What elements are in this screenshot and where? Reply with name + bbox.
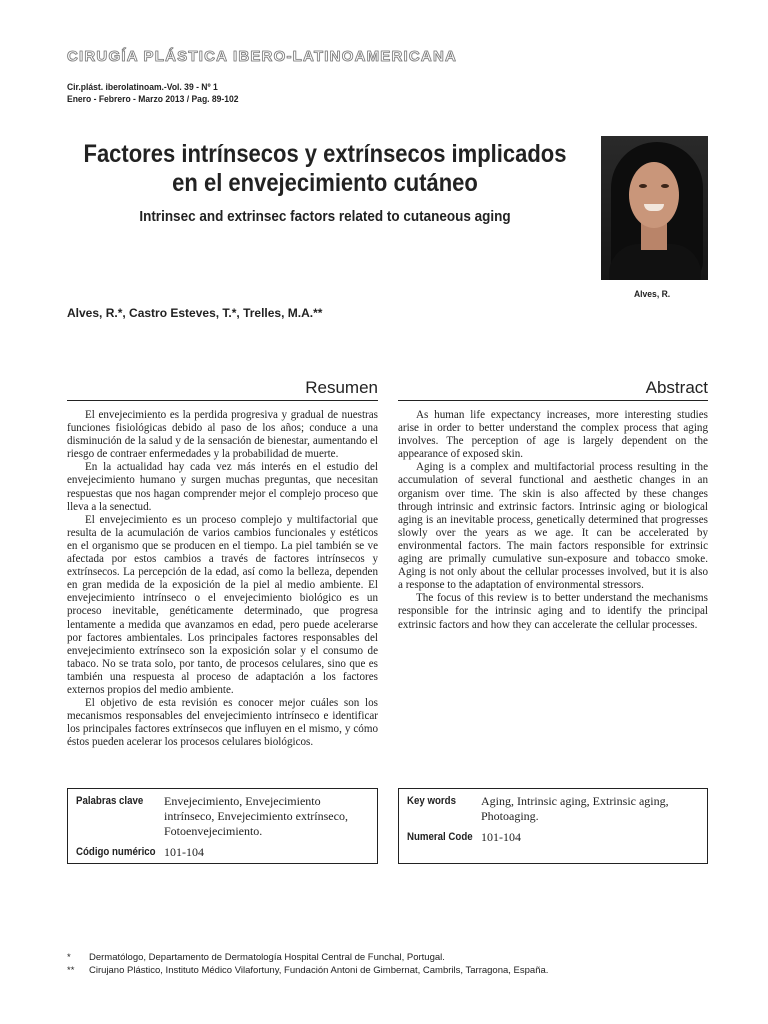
journal-title: CIRUGÍA PLÁSTICA IBERO-LATINOAMERICANA: [67, 48, 458, 65]
paragraph: El envejecimiento es un proceso complejo y multifactorial que resulta de la acumulación de varios cambios funcionales y estéticos en el organismo que se producen en el tiempo. La piel también se ve afectada por estos cambios a través de factores intrínsecos y extrínsecos. La percepción de la edad, así como la belleza, dependen en gran medida de la exposición de la piel al medio ambiente. El envejecimiento intrínseco o el envejecimiento biológico es un proceso inevitable, genéticamente determinado, que progresa lentamente a medida que avanzamos en edad, pero puede acelerarse por factores ambientales. Los principales factores responsables del envejecimiento extrínseco son la exposición solar y el consumo de tabaco. No se trata solo, por tanto, de procesos celulares, sino que es también una respuesta al proceso de adaptación a los factores externos propios del medio ambiente.: [67, 513, 378, 696]
article-title-spanish: [74, 140, 576, 198]
article-title-english: Intrinsec and extrinsec factors related to cutaneous aging: [139, 208, 511, 225]
footnote: [67, 965, 707, 978]
keywords-box-spanish: [67, 788, 378, 864]
keywords-label: Key words: [407, 795, 456, 807]
footnote-mark: *: [67, 952, 71, 963]
keywords-value: Envejecimiento, Envejecimiento intrínseco, Envejecimiento extrínseco, Fotoenvejecimiento.: [164, 794, 348, 838]
resumen-heading: Resumen: [67, 378, 378, 401]
paragraph: As human life expectancy increases, more interesting studies arise in order to better understand the complex process that aging involves. The perception of age is largely dependent on the appearance of exposed skin.: [398, 409, 708, 461]
code-label: Numeral Code: [407, 831, 473, 843]
abstract-text: [398, 409, 708, 632]
title-line-2: en el envejecimiento cutáneo: [172, 169, 478, 197]
code-label: Código numérico: [76, 846, 156, 858]
paragraph: El objetivo de esta revisión es conocer mejor cuáles son los mecanismos responsables del envejecimiento intrínseco e identificar los principales factores extrínsecos que influyen en el mismo, y cómo éstos pueden acelerar los procesos celulares biológicos.: [67, 697, 378, 749]
authors: Alves, R.*, Castro Esteves, T.*, Trelles, M.A.**: [67, 306, 323, 320]
paragraph: En la actualidad hay cada vez más interés en el estudio del envejecimiento humano y surgen muchas preguntas, que necesitan respuestas que nos hagan comprender mejor el complejo proceso que lleva a la senectud.: [67, 461, 378, 513]
code-value: 101-104: [481, 830, 521, 844]
citation-pages: Enero - Febrero - Marzo 2013 / Pag. 89-102: [67, 94, 239, 105]
paragraph: Aging is a complex and multifactorial process resulting in the accumulation of several functional and aesthetic changes in an organism over time. The skin is also affected by these changes through intrinsic and extrinsic factors. Intrinsic aging or biological aging is an inevitable process, genetically determined that progresses slowly over the years as we age. It can be accelerated by environmental factors. The main factors responsible for extrinsic aging are primally cumulative sun-exposure and tobacco smoke. Aging is not only about the cellular processes involved, but it is also a response to the adaptation of environmental stressors.: [398, 461, 708, 592]
citation-volume: Cir.plást. iberolatinoam.-Vol. 39 - Nº 1: [67, 82, 218, 93]
paragraph: The focus of this review is to better understand the mechanisms responsible for the intrinsic aging and to identify the principal extrinsic factors and how they can accelerate the cellular processes.: [398, 592, 708, 631]
photo-caption: Alves, R.: [634, 289, 671, 300]
resumen-text: [67, 409, 378, 749]
paragraph: El envejecimiento es la perdida progresiva y gradual de nuestras funciones fisiológicas debido al paso de los años; conduce a una disminución de la salud y de la sensación de bienestar, aumentando el riesgo de contraer enfermedades y la probabilidad de muerte.: [67, 409, 378, 461]
footnotes: [67, 952, 707, 977]
footnote-text: Cirujano Plástico, Instituto Médico Vilafortuny, Fundación Antoni de Gimbernat, Cambrils, Tarragona, España.: [89, 964, 549, 976]
footnote-mark: **: [67, 964, 75, 976]
citation: [67, 82, 239, 106]
keywords-label: Palabras clave: [76, 795, 144, 807]
abstract-heading: Abstract: [398, 378, 708, 401]
keywords-box-english: [398, 788, 708, 864]
title-line-1: Factores intrínsecos y extrínsecos implicados: [83, 140, 567, 168]
footnote-text: Dermatólogo, Departamento de Dermatología Hospital Central de Funchal, Portugal.: [89, 952, 445, 963]
author-photo: [601, 136, 708, 280]
code-value: 101-104: [164, 845, 204, 859]
keywords-value: Aging, Intrinsic aging, Extrinsic aging, Photoaging.: [481, 794, 669, 823]
footnote: [67, 952, 707, 965]
